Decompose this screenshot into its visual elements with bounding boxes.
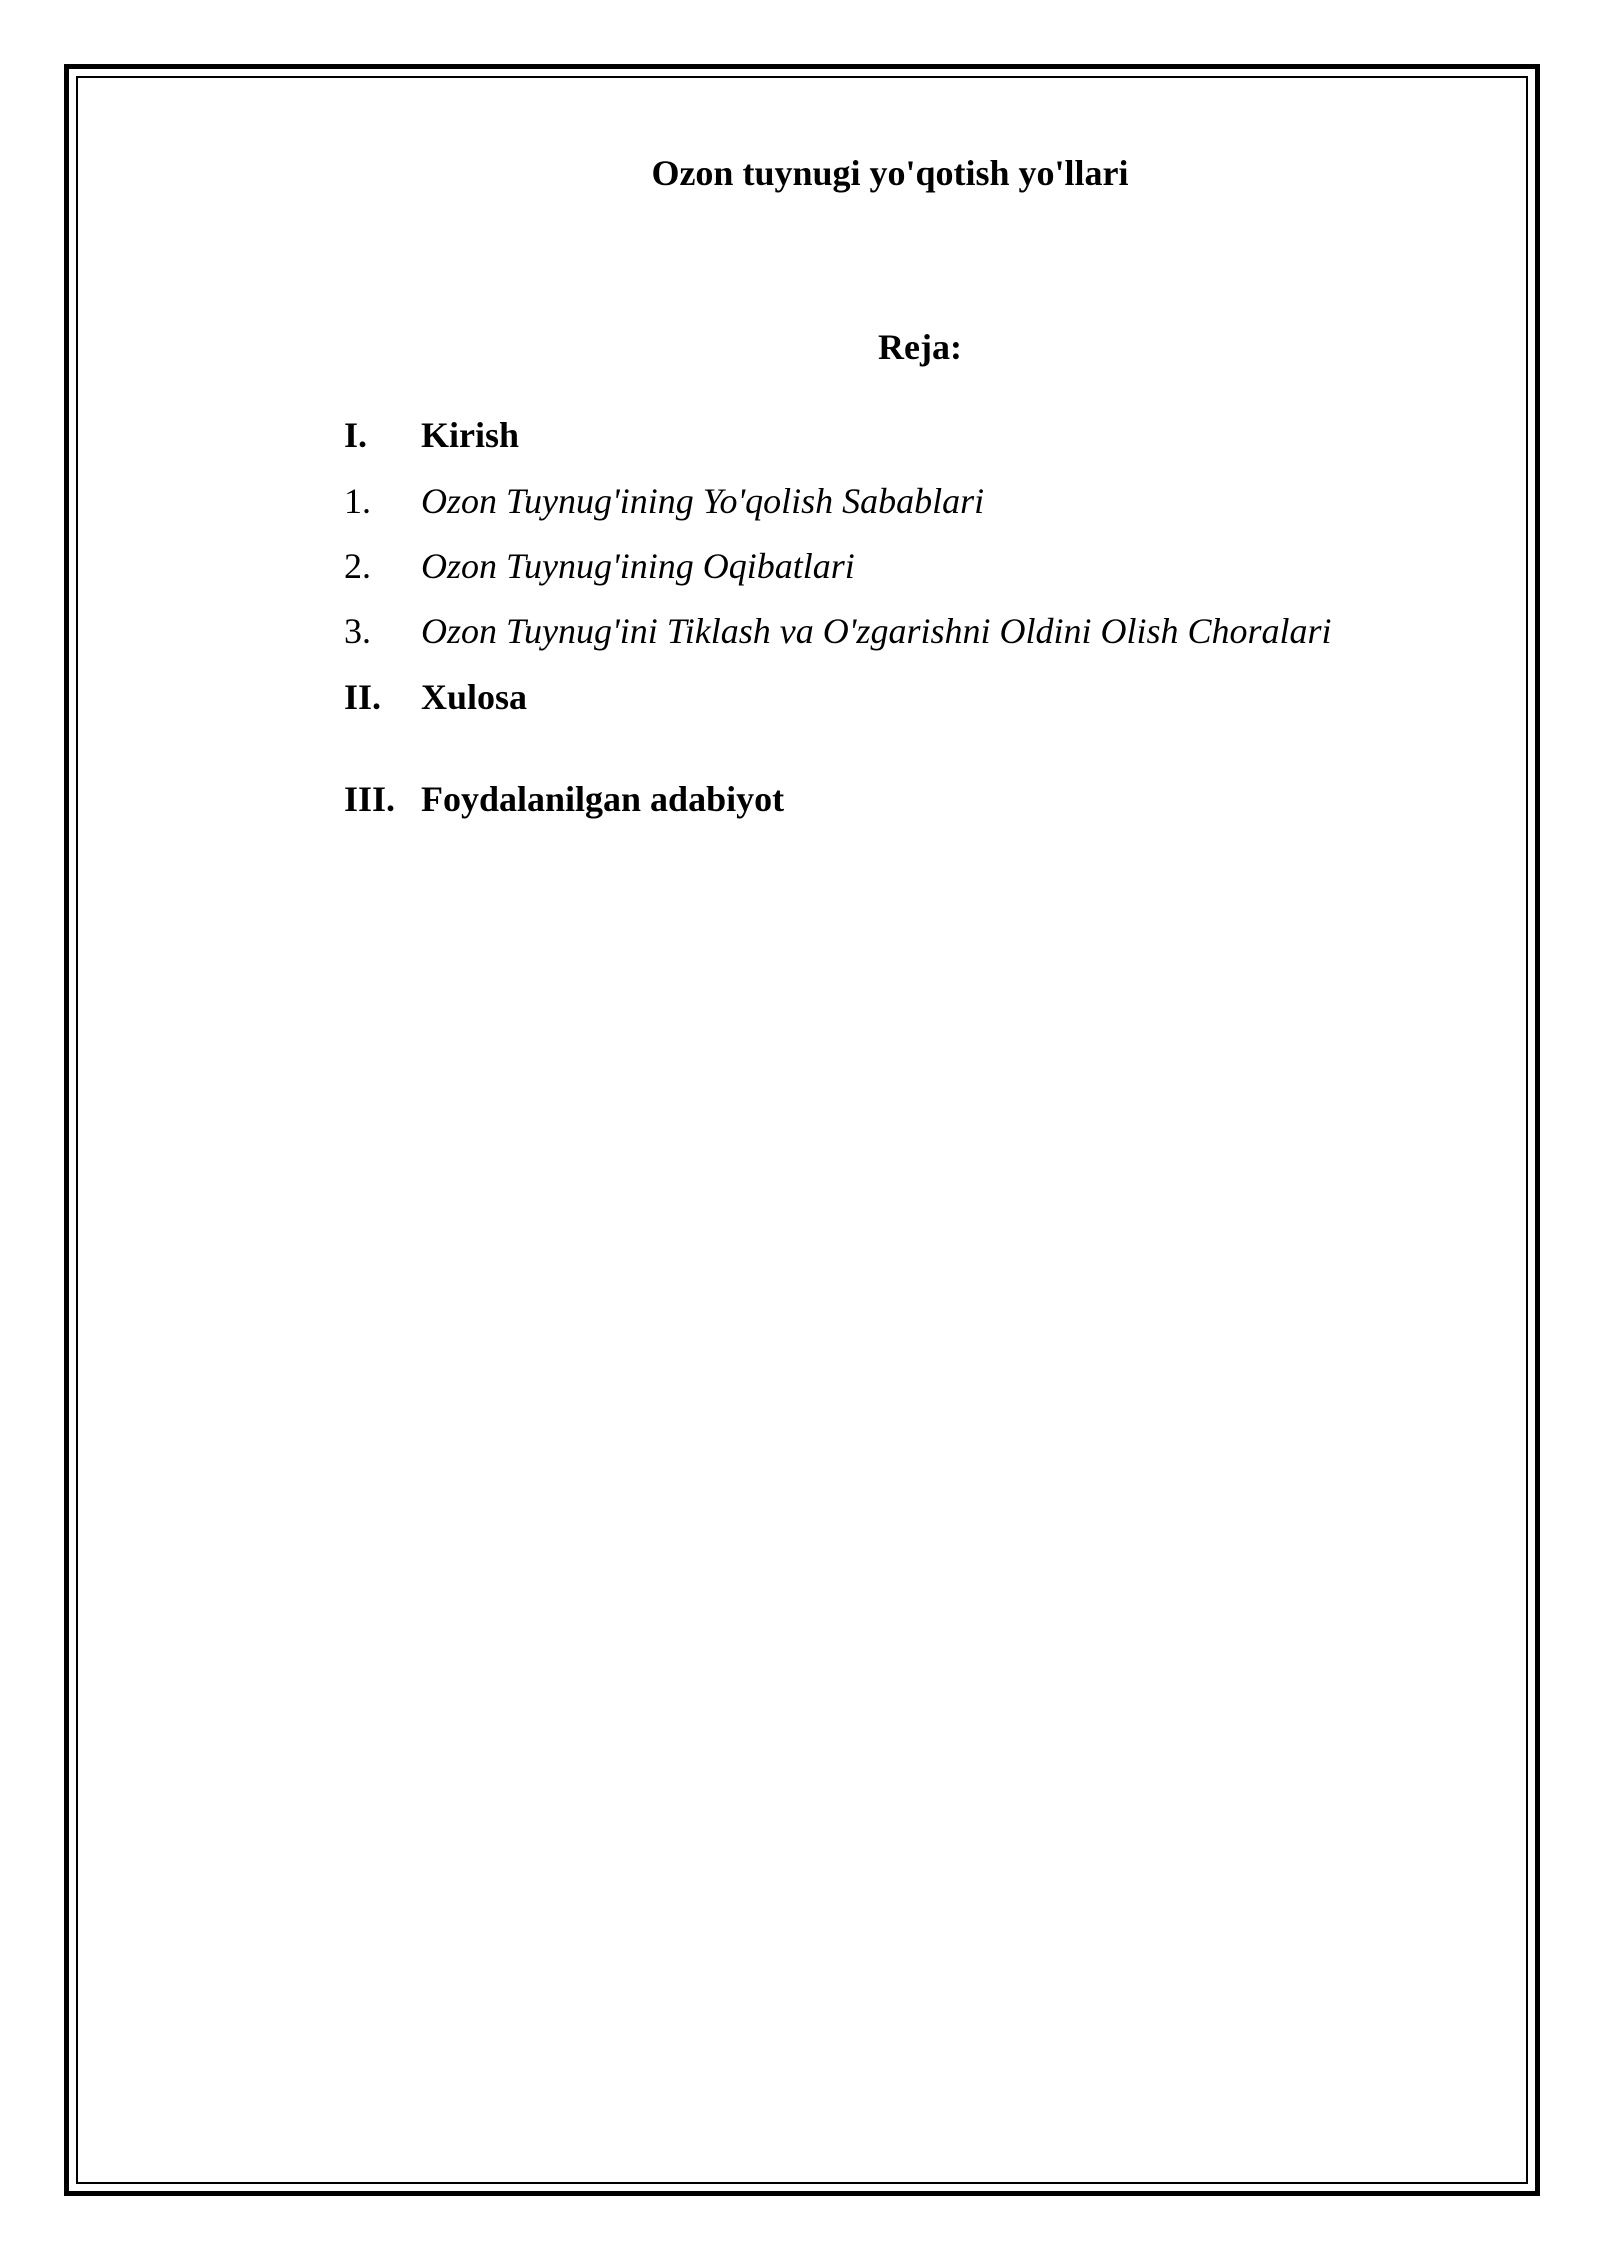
outline-item-causes [344,478,1494,543]
outline-marker: 3. [344,611,371,651]
page-border-inner [76,76,1528,2184]
outline-label: Kirish [421,415,520,455]
outline-item-consequences [344,543,1494,608]
outline-marker: 2. [344,546,371,586]
outline-label: Foydalanilgan adabiyot [421,779,785,819]
outline-marker: II. [344,677,382,717]
outline-label: Ozon Tuynug'ini Tiklash va O'zgarishni Oldini Olish Choralari [421,611,1332,651]
outline-item-measures [344,608,1494,674]
outline-marker: I. [344,415,368,455]
outline-item-references [344,776,1494,822]
document-title: Ozon tuynugi yo'qotish yo'llari [651,153,1129,193]
outline-label: Xulosa [421,677,528,717]
outline-label: Ozon Tuynug'ining Oqibatlari [421,546,855,586]
outline-marker: III. [344,779,396,819]
plan-heading: Reja: [878,327,962,367]
outline-item-conclusion [344,674,1494,776]
plan-outline [344,412,1494,822]
outline-marker: 1. [344,481,371,521]
outline-item-introduction [344,412,1494,478]
outline-label: Ozon Tuynug'ining Yo'qolish Sabablari [421,481,985,521]
